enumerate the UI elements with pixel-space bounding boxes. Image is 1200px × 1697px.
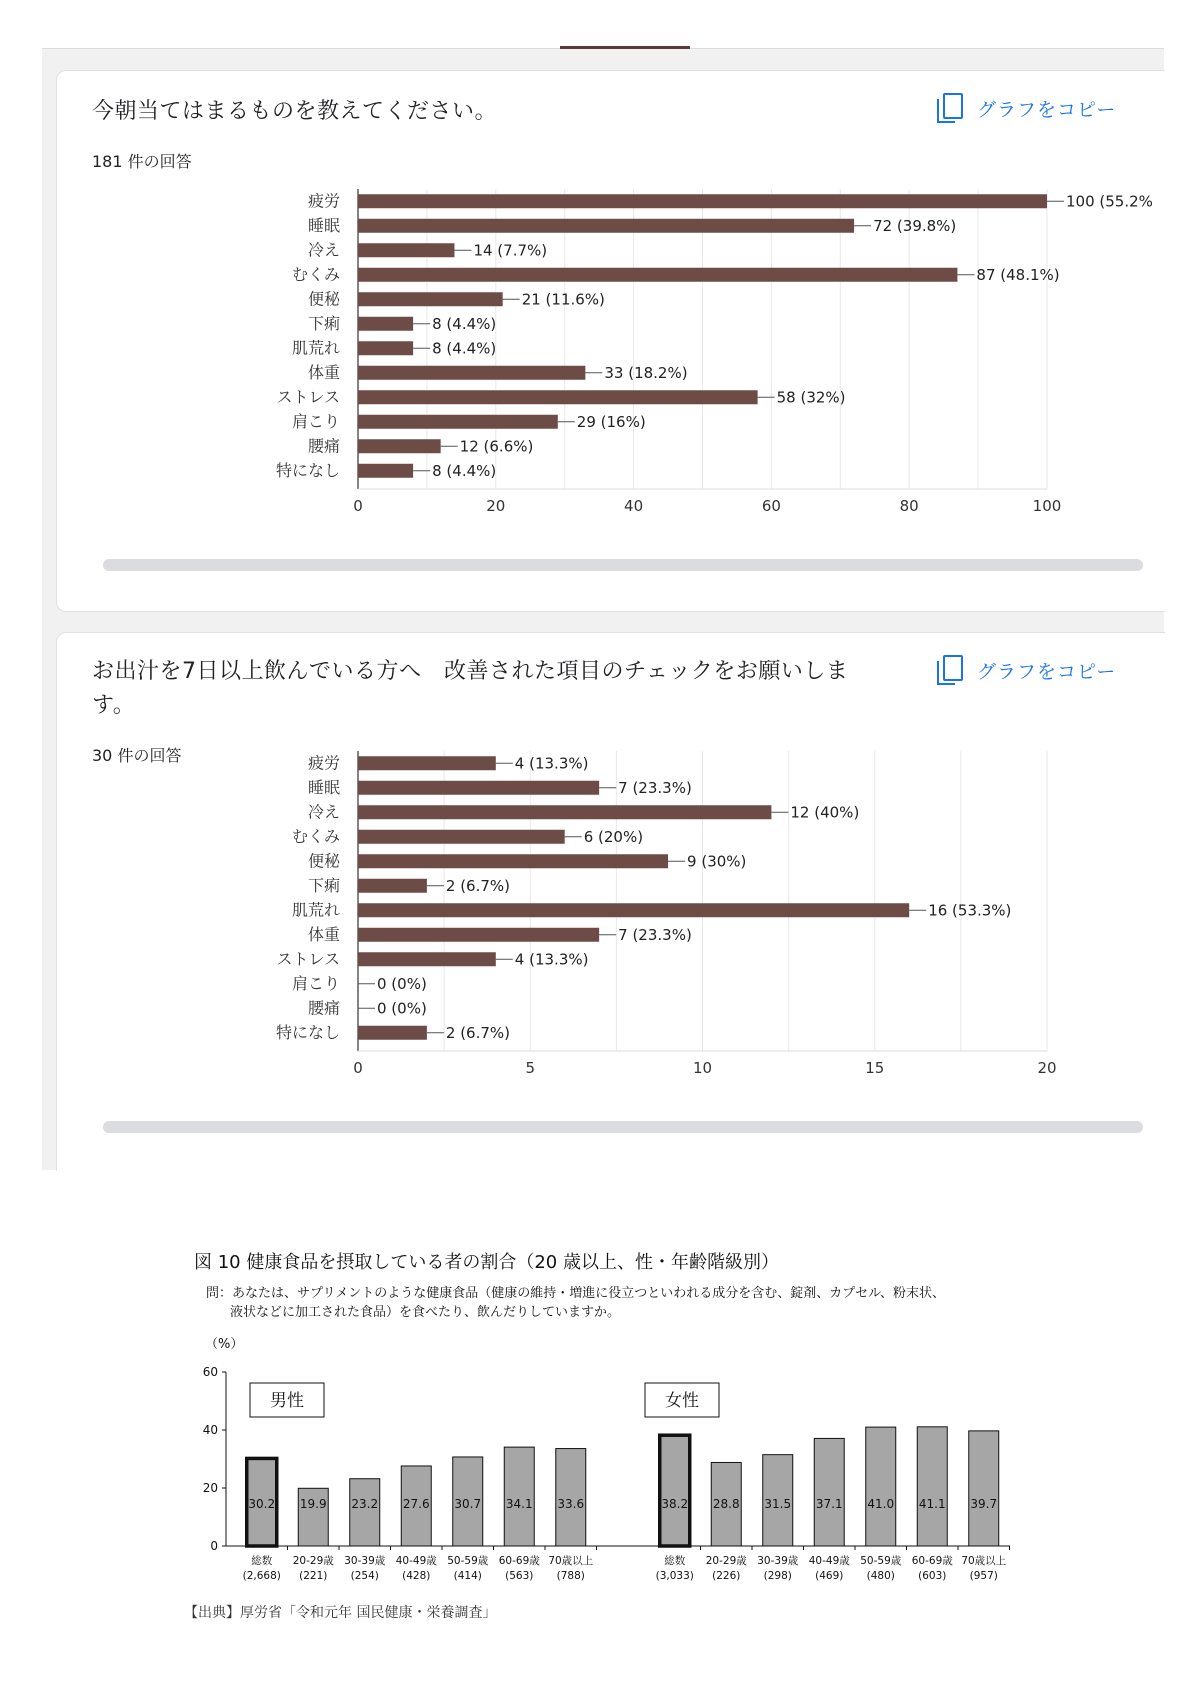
bar bbox=[358, 317, 413, 331]
x-tick-label: 0 bbox=[353, 1059, 363, 1077]
category-label: ストレス bbox=[276, 949, 340, 969]
copy-graph-label: グラフをコピー bbox=[977, 98, 1117, 121]
bar bbox=[358, 219, 854, 233]
y-axis-unit: （%） bbox=[205, 1337, 244, 1352]
category-label: 冷え bbox=[307, 802, 340, 822]
category-label: 肩こり bbox=[291, 411, 340, 431]
sample-size-label: (563) bbox=[505, 1570, 534, 1582]
category-label: 体重 bbox=[307, 924, 340, 944]
sample-size-label: (428) bbox=[402, 1570, 431, 1582]
category-label: 30-39歳 bbox=[344, 1555, 386, 1567]
response-card-1 bbox=[56, 70, 1165, 612]
category-label: 睡眠 bbox=[307, 777, 340, 797]
bar bbox=[358, 464, 413, 478]
bar bbox=[358, 952, 496, 966]
category-label: むくみ bbox=[291, 826, 340, 846]
bar-value-label: 31.5 bbox=[764, 1497, 792, 1511]
category-label: 60-69歳 bbox=[498, 1555, 540, 1567]
data-label: 33 (18.2%) bbox=[604, 363, 688, 382]
bar bbox=[358, 243, 454, 257]
figure-question-line1: 問：あなたは、サプリメントのような健康食品（健康の維持・増進に役立つといわれる成分を含む、錠剤、カプセル、粉末状、 bbox=[206, 1286, 946, 1301]
data-label: 58 (32%) bbox=[776, 388, 846, 407]
bar-value-label: 30.7 bbox=[454, 1497, 482, 1511]
horizontal-scrollbar[interactable] bbox=[103, 559, 1143, 571]
bar-value-label: 34.1 bbox=[505, 1497, 533, 1511]
category-label: 特になし bbox=[275, 460, 340, 480]
y-tick-label: 20 bbox=[202, 1481, 218, 1495]
x-tick-label: 20 bbox=[486, 497, 506, 515]
bar-value-label: 41.0 bbox=[867, 1497, 895, 1511]
category-label: 40-49歳 bbox=[808, 1555, 850, 1567]
y-tick-label: 60 bbox=[202, 1365, 218, 1379]
copy-graph-label: グラフをコピー bbox=[977, 660, 1117, 683]
category-label: 20-29歳 bbox=[292, 1555, 334, 1567]
bar bbox=[358, 903, 909, 917]
bar bbox=[358, 268, 957, 282]
bar bbox=[358, 366, 585, 380]
category-label: 体重 bbox=[307, 362, 340, 382]
sample-size-label: (298) bbox=[763, 1570, 792, 1582]
bar bbox=[814, 1438, 844, 1546]
data-label: 4 (13.3%) bbox=[514, 754, 589, 773]
bar bbox=[358, 781, 599, 795]
x-tick-label: 0 bbox=[353, 497, 363, 515]
data-label: 29 (16%) bbox=[576, 412, 646, 431]
category-label: 20-29歳 bbox=[705, 1555, 747, 1567]
sample-size-label: (603) bbox=[918, 1570, 947, 1582]
sample-size-label: (469) bbox=[815, 1570, 844, 1582]
data-label: 14 (7.7%) bbox=[473, 241, 548, 260]
grouped-bar-chart bbox=[0, 1330, 1200, 1590]
data-label: 4 (13.3%) bbox=[514, 950, 589, 969]
question-title-line2: す。 bbox=[92, 693, 136, 718]
category-label: 睡眠 bbox=[307, 215, 340, 235]
category-label: ストレス bbox=[276, 387, 340, 407]
bar bbox=[358, 805, 771, 819]
group-label: 女性 bbox=[665, 1391, 699, 1411]
response-card-2 bbox=[56, 632, 1165, 1171]
sample-size-label: (3,033) bbox=[655, 1570, 694, 1582]
category-label: 70歳以上 bbox=[548, 1555, 594, 1567]
bar-value-label: 30.2 bbox=[248, 1497, 276, 1511]
data-label: 100 (55.2% bbox=[1066, 192, 1153, 211]
x-tick-label: 60 bbox=[761, 497, 781, 515]
data-label: 7 (23.3%) bbox=[618, 778, 692, 797]
bar bbox=[358, 415, 558, 429]
category-label: 疲労 bbox=[307, 191, 340, 211]
bar bbox=[350, 1479, 380, 1546]
bar bbox=[358, 1026, 427, 1040]
bar-chart-1 bbox=[57, 71, 1165, 611]
data-label: 8 (4.4%) bbox=[432, 314, 497, 333]
y-tick-label: 0 bbox=[210, 1539, 218, 1553]
source-note: 【出典】厚労省「令和元年 国民健康・栄養調査」 bbox=[184, 1605, 497, 1621]
data-label: 6 (20%) bbox=[583, 827, 644, 846]
bar bbox=[358, 194, 1047, 208]
x-tick-label: 40 bbox=[624, 497, 644, 515]
sample-size-label: (957) bbox=[969, 1570, 998, 1582]
bar bbox=[358, 756, 496, 770]
category-label: 肩こり bbox=[291, 973, 340, 993]
response-count: 181 件の回答 bbox=[92, 152, 192, 171]
category-label: 特になし bbox=[275, 1022, 340, 1042]
response-count: 30 件の回答 bbox=[92, 746, 182, 765]
bar bbox=[358, 439, 441, 453]
bar-value-label: 37.1 bbox=[815, 1497, 843, 1511]
sample-size-label: (2,668) bbox=[242, 1570, 281, 1582]
active-tab-indicator bbox=[560, 46, 690, 49]
data-label: 8 (4.4%) bbox=[432, 339, 497, 358]
data-label: 2 (6.7%) bbox=[445, 1023, 511, 1042]
sample-size-label: (414) bbox=[453, 1570, 482, 1582]
category-label: 腰痛 bbox=[307, 436, 340, 456]
category-label: 下痢 bbox=[307, 875, 340, 895]
group-label: 男性 bbox=[270, 1391, 304, 1411]
bar bbox=[660, 1435, 690, 1546]
x-tick-label: 15 bbox=[865, 1059, 885, 1077]
category-label: 疲労 bbox=[307, 753, 340, 773]
category-label: むくみ bbox=[291, 264, 340, 284]
y-tick-label: 40 bbox=[202, 1423, 218, 1437]
category-label: 50-59歳 bbox=[860, 1555, 902, 1567]
bar-value-label: 19.9 bbox=[299, 1497, 327, 1511]
question-title-line1: お出汁を7日以上飲んでいる方へ 改善された項目のチェックをお願いしま bbox=[92, 659, 849, 684]
category-label: 総数 bbox=[664, 1555, 686, 1567]
bar-value-label: 27.6 bbox=[402, 1497, 430, 1511]
bar bbox=[358, 830, 565, 844]
category-label: 冷え bbox=[307, 240, 340, 260]
category-label: 60-69歳 bbox=[911, 1555, 953, 1567]
data-label: 8 (4.4%) bbox=[432, 461, 497, 480]
category-label: 肌荒れ bbox=[291, 338, 340, 358]
bar bbox=[358, 341, 413, 355]
category-label: 50-59歳 bbox=[447, 1555, 489, 1567]
category-label: 腰痛 bbox=[307, 998, 340, 1018]
bar-chart-2 bbox=[57, 633, 1165, 1171]
category-label: 40-49歳 bbox=[395, 1555, 437, 1567]
x-tick-label: 5 bbox=[525, 1059, 536, 1077]
bar-value-label: 33.6 bbox=[557, 1497, 585, 1511]
category-label: 70歳以上 bbox=[961, 1555, 1007, 1567]
figure-title: 図 10 健康食品を摂取している者の割合（20 歳以上、性・年齢階級別） bbox=[194, 1252, 779, 1273]
bar bbox=[917, 1427, 947, 1546]
data-label: 21 (11.6%) bbox=[521, 290, 605, 309]
data-label: 72 (39.8%) bbox=[873, 216, 957, 235]
bar-value-label: 39.7 bbox=[970, 1497, 998, 1511]
bar-value-label: 41.1 bbox=[918, 1497, 946, 1511]
bar bbox=[358, 390, 758, 404]
data-label: 0 (0%) bbox=[377, 999, 427, 1018]
bar bbox=[358, 928, 599, 942]
bar-value-label: 23.2 bbox=[351, 1497, 379, 1511]
data-label: 0 (0%) bbox=[377, 974, 427, 993]
sample-size-label: (221) bbox=[299, 1570, 328, 1582]
question-title: 今朝当てはまるものを教えてください。 bbox=[92, 99, 498, 124]
bar bbox=[358, 292, 503, 306]
bar bbox=[358, 879, 427, 893]
bar bbox=[969, 1431, 999, 1546]
category-label: 便秘 bbox=[307, 289, 340, 309]
data-label: 12 (6.6%) bbox=[459, 437, 534, 456]
x-tick-label: 20 bbox=[1037, 1059, 1057, 1077]
sample-size-label: (480) bbox=[866, 1570, 895, 1582]
data-label: 12 (40%) bbox=[790, 803, 860, 822]
data-label: 7 (23.3%) bbox=[618, 925, 692, 944]
bar-value-label: 38.2 bbox=[661, 1497, 689, 1511]
horizontal-scrollbar[interactable] bbox=[103, 1121, 1143, 1133]
data-label: 9 (30%) bbox=[687, 852, 747, 871]
figure-question-line2: 液状などに加工された食品）を食べたり、飲んだりしていますか。 bbox=[230, 1305, 621, 1320]
bar bbox=[866, 1427, 896, 1546]
category-label: 下痢 bbox=[307, 313, 340, 333]
category-label: 肌荒れ bbox=[291, 900, 340, 920]
sample-size-label: (788) bbox=[556, 1570, 585, 1582]
x-tick-label: 80 bbox=[899, 497, 919, 515]
data-label: 16 (53.3%) bbox=[928, 901, 1012, 920]
category-label: 総数 bbox=[251, 1555, 273, 1567]
x-tick-label: 10 bbox=[692, 1059, 713, 1077]
bar bbox=[358, 854, 668, 868]
bar-value-label: 28.8 bbox=[712, 1497, 740, 1511]
data-label: 2 (6.7%) bbox=[445, 876, 511, 895]
category-label: 30-39歳 bbox=[757, 1555, 799, 1567]
sample-size-label: (254) bbox=[350, 1570, 379, 1582]
x-tick-label: 100 bbox=[1032, 497, 1062, 515]
sample-size-label: (226) bbox=[712, 1570, 741, 1582]
category-label: 便秘 bbox=[307, 851, 340, 871]
data-label: 87 (48.1%) bbox=[976, 265, 1060, 284]
